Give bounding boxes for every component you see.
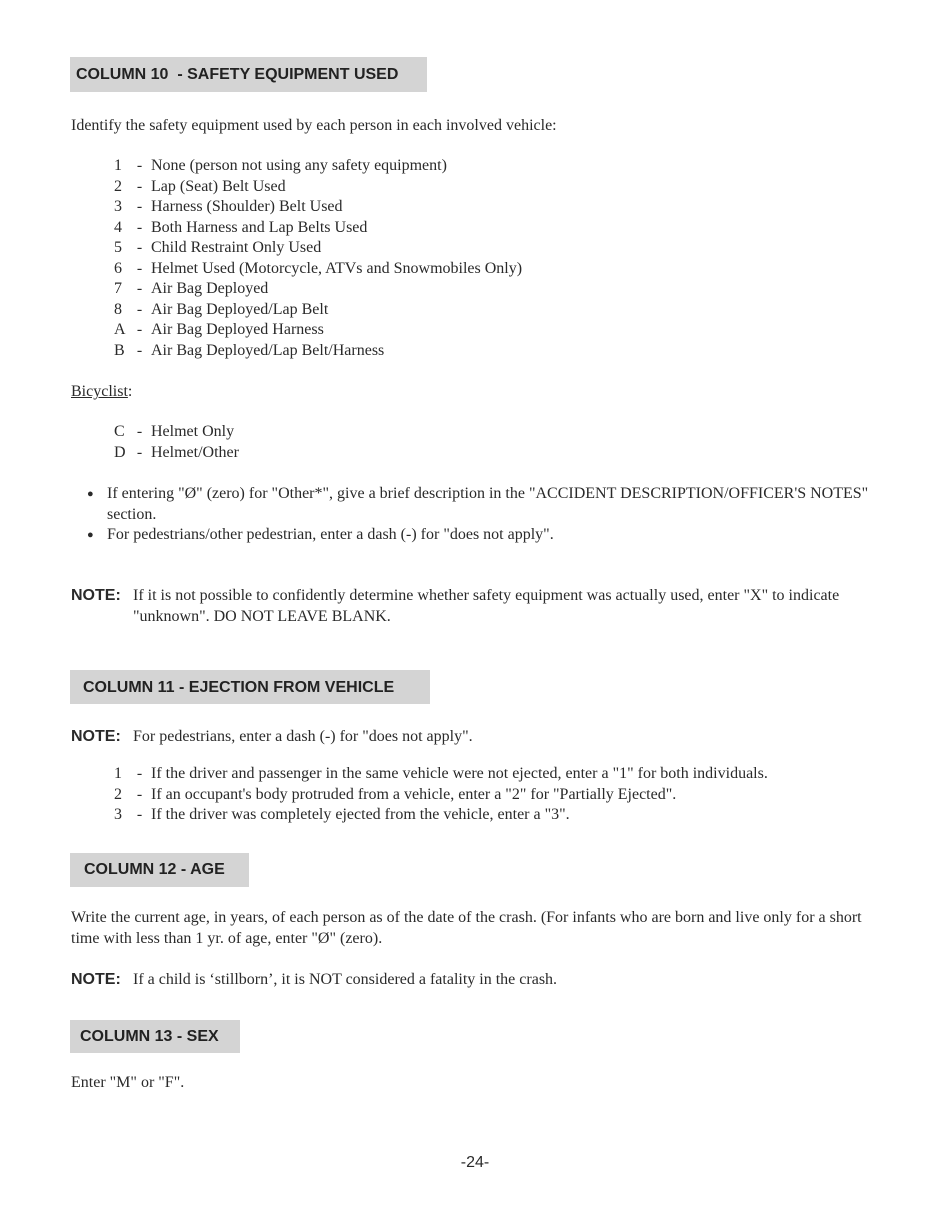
col10-header: COLUMN 10 - SAFETY EQUIPMENT USED bbox=[70, 57, 427, 92]
list-item: D - Helmet/Other bbox=[114, 443, 239, 461]
col11-header: COLUMN 11 - EJECTION FROM VEHICLE bbox=[70, 670, 430, 704]
list-item: 1 - If the driver and passenger in the same vehicle were not ejected, enter a "1" for both individuals. bbox=[114, 765, 768, 782]
bullet-item: ● For pedestrians/other pedestrian, enter a dash (-) for "does not apply". bbox=[87, 525, 887, 546]
col10-intro: Identify the safety equipment used by each person in each involved vehicle: bbox=[71, 117, 557, 134]
list-item: 6 - Helmet Used (Motorcycle, ATVs and Snowmobiles Only) bbox=[114, 259, 523, 277]
list-item: 7 - Air Bag Deployed bbox=[114, 280, 269, 297]
col11-list bbox=[114, 764, 768, 826]
note-label: NOTE: bbox=[71, 971, 121, 988]
note-label: NOTE: bbox=[71, 728, 121, 745]
list-item: 2 - If an occupant's body protruded from a vehicle, enter a "2" for "Partially Ejected". bbox=[114, 785, 677, 803]
col12-header: COLUMN 12 - AGE bbox=[70, 853, 249, 887]
list-item: 4 - Both Harness and Lap Belts Used bbox=[114, 218, 368, 236]
page-number: -24- bbox=[460, 1154, 490, 1171]
list-item: 3 - If the driver was completely ejected from the vehicle, enter a "3". bbox=[114, 806, 570, 823]
list-item: A - Air Bag Deployed Harness bbox=[114, 321, 324, 338]
col10-bullets bbox=[87, 484, 887, 546]
list-item: 2 - Lap (Seat) Belt Used bbox=[114, 177, 286, 195]
list-item: 3 - Harness (Shoulder) Belt Used bbox=[114, 198, 343, 215]
bullet-icon: ● bbox=[87, 529, 94, 541]
note-text: For pedestrians, enter a dash (-) for "does not apply". bbox=[133, 728, 473, 745]
note-text: If a child is ‘stillborn’, it is NOT considered a fatality in the crash. bbox=[133, 971, 558, 988]
col10-list bbox=[114, 156, 522, 361]
list-item: 1 - None (person not using any safety equipment) bbox=[114, 157, 447, 174]
list-item: 8 - Air Bag Deployed/Lap Belt bbox=[114, 300, 329, 318]
col10-note bbox=[71, 586, 886, 627]
col11-note bbox=[71, 727, 886, 748]
list-item: 5 - Child Restraint Only Used bbox=[114, 239, 322, 256]
col13-header: COLUMN 13 - SEX bbox=[70, 1020, 240, 1053]
col12-note bbox=[71, 970, 886, 991]
col13-text: Enter "M" or "F". bbox=[71, 1074, 185, 1091]
list-item: C - Helmet Only bbox=[114, 423, 235, 440]
bicyclist-list bbox=[114, 422, 239, 463]
note-label: NOTE: bbox=[71, 587, 121, 604]
col12-text: Write the current age, in years, of each person as of the date of the crash. (For infants who are born and live only for a short time with less than 1 yr. of age, enter "Ø" (zero). bbox=[71, 909, 862, 947]
list-item: B - Air Bag Deployed/Lap Belt/Harness bbox=[114, 341, 385, 359]
bicyclist-label: Bicyclist: bbox=[71, 383, 133, 400]
note-text: If it is not possible to confidently determine whether safety equipment was actually used, enter "X" to indicate "unknown". DO NOT LEAVE BLANK. bbox=[133, 587, 840, 625]
bullet-item: ● If entering "Ø" (zero) for "Other*", give a brief description in the "ACCIDENT DESCRIPTION/OFFICER'S NOTES" section. bbox=[87, 484, 887, 525]
bullet-icon: ● bbox=[87, 488, 94, 500]
